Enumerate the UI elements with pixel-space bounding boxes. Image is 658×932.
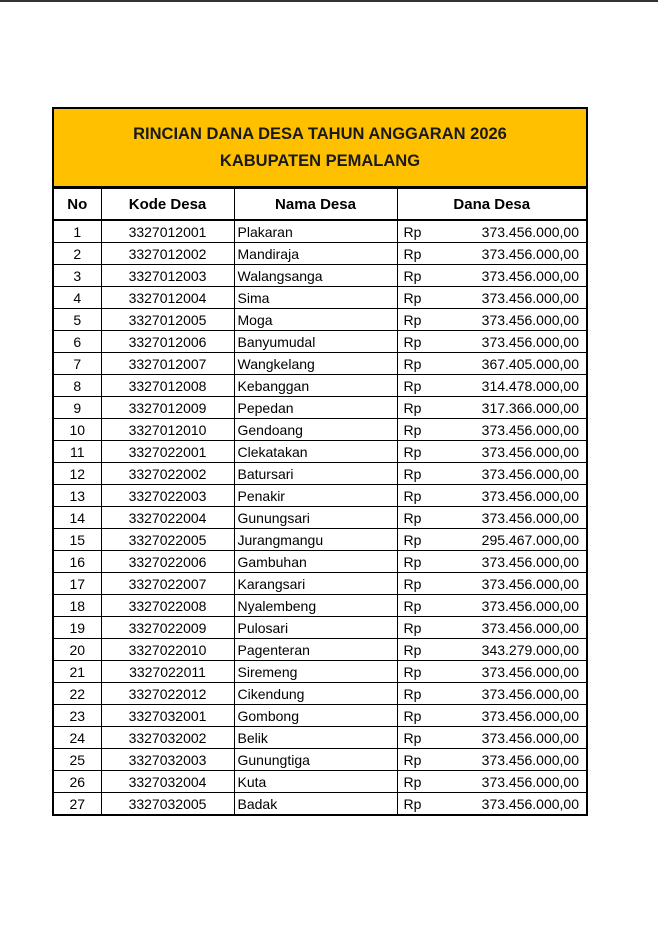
row-nama-desa: Pagenteran (234, 639, 397, 661)
row-no: 9 (54, 397, 101, 419)
table-row (54, 507, 586, 529)
row-no: 7 (54, 353, 101, 375)
row-nama-desa: Pepedan (234, 397, 397, 419)
row-nama-desa: Jurangmangu (234, 529, 397, 551)
table-row (54, 683, 586, 705)
row-dana-desa: 373.456.000,00 (437, 551, 586, 573)
row-currency: Rp (397, 793, 437, 815)
row-currency: Rp (397, 639, 437, 661)
row-no: 12 (54, 463, 101, 485)
row-currency: Rp (397, 419, 437, 441)
table-row (54, 485, 586, 507)
row-dana-desa: 373.456.000,00 (437, 507, 586, 529)
table-row (54, 639, 586, 661)
row-nama-desa: Pulosari (234, 617, 397, 639)
row-dana-desa: 317.366.000,00 (437, 397, 586, 419)
table-header-row (54, 189, 586, 221)
row-nama-desa: Plakaran (234, 220, 397, 243)
row-kode-desa: 3327022003 (101, 485, 234, 507)
row-nama-desa: Nyalembeng (234, 595, 397, 617)
table-row (54, 705, 586, 727)
row-no: 27 (54, 793, 101, 815)
row-nama-desa: Gunungtiga (234, 749, 397, 771)
row-nama-desa: Badak (234, 793, 397, 815)
table-row (54, 529, 586, 551)
table-row (54, 287, 586, 309)
row-currency: Rp (397, 507, 437, 529)
row-currency: Rp (397, 529, 437, 551)
row-no: 2 (54, 243, 101, 265)
row-nama-desa: Wangkelang (234, 353, 397, 375)
row-currency: Rp (397, 287, 437, 309)
table-row (54, 749, 586, 771)
row-currency: Rp (397, 441, 437, 463)
row-nama-desa: Kebanggan (234, 375, 397, 397)
row-dana-desa: 373.456.000,00 (437, 463, 586, 485)
row-dana-desa: 373.456.000,00 (437, 617, 586, 639)
row-kode-desa: 3327012005 (101, 309, 234, 331)
row-currency: Rp (397, 617, 437, 639)
row-dana-desa: 373.456.000,00 (437, 287, 586, 309)
row-no: 13 (54, 485, 101, 507)
row-currency: Rp (397, 220, 437, 243)
row-kode-desa: 3327032002 (101, 727, 234, 749)
row-kode-desa: 3327012007 (101, 353, 234, 375)
row-dana-desa: 373.456.000,00 (437, 595, 586, 617)
row-kode-desa: 3327032003 (101, 749, 234, 771)
table-row (54, 595, 586, 617)
title-line-2: KABUPATEN PEMALANG (219, 151, 421, 170)
row-nama-desa: Gombong (234, 705, 397, 727)
row-no: 26 (54, 771, 101, 793)
row-kode-desa: 3327022001 (101, 441, 234, 463)
row-dana-desa: 373.456.000,00 (437, 441, 586, 463)
row-nama-desa: Moga (234, 309, 397, 331)
row-no: 4 (54, 287, 101, 309)
row-nama-desa: Mandiraja (234, 243, 397, 265)
row-kode-desa: 3327022012 (101, 683, 234, 705)
row-nama-desa: Kuta (234, 771, 397, 793)
row-kode-desa: 3327032001 (101, 705, 234, 727)
row-nama-desa: Karangsari (234, 573, 397, 595)
row-dana-desa: 295.467.000,00 (437, 529, 586, 551)
row-dana-desa: 373.456.000,00 (437, 771, 586, 793)
table-row (54, 617, 586, 639)
row-currency: Rp (397, 463, 437, 485)
row-nama-desa: Gunungsari (234, 507, 397, 529)
row-currency: Rp (397, 595, 437, 617)
table-row (54, 265, 586, 287)
row-currency: Rp (397, 485, 437, 507)
row-dana-desa: 373.456.000,00 (437, 243, 586, 265)
table-row (54, 397, 586, 419)
row-dana-desa: 373.456.000,00 (437, 331, 586, 353)
row-no: 20 (54, 639, 101, 661)
row-currency: Rp (397, 727, 437, 749)
row-no: 15 (54, 529, 101, 551)
row-currency: Rp (397, 331, 437, 353)
table-row (54, 353, 586, 375)
row-kode-desa: 3327012001 (101, 220, 234, 243)
row-no: 3 (54, 265, 101, 287)
table-row (54, 243, 586, 265)
row-dana-desa: 373.456.000,00 (437, 485, 586, 507)
dana-desa-table (54, 188, 586, 814)
row-kode-desa: 3327022009 (101, 617, 234, 639)
row-currency: Rp (397, 243, 437, 265)
table-body (54, 220, 586, 814)
row-currency: Rp (397, 551, 437, 573)
row-currency: Rp (397, 705, 437, 727)
row-nama-desa: Belik (234, 727, 397, 749)
row-currency: Rp (397, 309, 437, 331)
row-kode-desa: 3327022005 (101, 529, 234, 551)
row-nama-desa: Walangsanga (234, 265, 397, 287)
row-no: 6 (54, 331, 101, 353)
row-nama-desa: Sima (234, 287, 397, 309)
row-kode-desa: 3327022006 (101, 551, 234, 573)
row-kode-desa: 3327012002 (101, 243, 234, 265)
row-no: 16 (54, 551, 101, 573)
header-kode-desa: Kode Desa (101, 189, 234, 221)
row-dana-desa: 343.279.000,00 (437, 639, 586, 661)
row-kode-desa: 3327012003 (101, 265, 234, 287)
row-currency: Rp (397, 375, 437, 397)
table-row (54, 551, 586, 573)
title-line-1: RINCIAN DANA DESA TAHUN ANGGARAN 2026 (133, 124, 507, 143)
row-nama-desa: Gambuhan (234, 551, 397, 573)
dana-desa-sheet (52, 107, 588, 816)
row-dana-desa: 373.456.000,00 (437, 573, 586, 595)
row-kode-desa: 3327012010 (101, 419, 234, 441)
row-no: 19 (54, 617, 101, 639)
row-nama-desa: Penakir (234, 485, 397, 507)
row-currency: Rp (397, 683, 437, 705)
row-no: 8 (54, 375, 101, 397)
row-currency: Rp (397, 771, 437, 793)
table-row (54, 331, 586, 353)
table-row (54, 727, 586, 749)
row-no: 21 (54, 661, 101, 683)
row-dana-desa: 373.456.000,00 (437, 727, 586, 749)
row-no: 14 (54, 507, 101, 529)
row-dana-desa: 373.456.000,00 (437, 309, 586, 331)
row-dana-desa: 373.456.000,00 (437, 793, 586, 815)
table-row (54, 573, 586, 595)
title-banner (54, 109, 586, 188)
table-row (54, 463, 586, 485)
table-row (54, 771, 586, 793)
header-nama-desa: Nama Desa (234, 189, 397, 221)
table-row (54, 220, 586, 243)
row-dana-desa: 373.456.000,00 (437, 749, 586, 771)
row-kode-desa: 3327032004 (101, 771, 234, 793)
row-dana-desa: 314.478.000,00 (437, 375, 586, 397)
row-dana-desa: 373.456.000,00 (437, 419, 586, 441)
row-kode-desa: 3327022007 (101, 573, 234, 595)
row-kode-desa: 3327012004 (101, 287, 234, 309)
table-row (54, 309, 586, 331)
row-kode-desa: 3327012009 (101, 397, 234, 419)
table-row (54, 661, 586, 683)
row-dana-desa: 373.456.000,00 (437, 705, 586, 727)
row-dana-desa: 373.456.000,00 (437, 220, 586, 243)
row-currency: Rp (397, 661, 437, 683)
top-border-line (0, 0, 658, 2)
row-no: 5 (54, 309, 101, 331)
row-no: 1 (54, 220, 101, 243)
row-dana-desa: 367.405.000,00 (437, 353, 586, 375)
row-nama-desa: Siremeng (234, 661, 397, 683)
row-currency: Rp (397, 397, 437, 419)
row-currency: Rp (397, 749, 437, 771)
row-nama-desa: Banyumudal (234, 331, 397, 353)
row-no: 24 (54, 727, 101, 749)
table-row (54, 375, 586, 397)
row-currency: Rp (397, 353, 437, 375)
table-row (54, 441, 586, 463)
row-kode-desa: 3327022004 (101, 507, 234, 529)
row-no: 23 (54, 705, 101, 727)
header-no: No (54, 189, 101, 221)
row-kode-desa: 3327022002 (101, 463, 234, 485)
row-no: 10 (54, 419, 101, 441)
row-no: 22 (54, 683, 101, 705)
row-currency: Rp (397, 573, 437, 595)
row-nama-desa: Cikendung (234, 683, 397, 705)
row-no: 17 (54, 573, 101, 595)
row-nama-desa: Clekatakan (234, 441, 397, 463)
header-dana-desa: Dana Desa (397, 189, 586, 221)
row-kode-desa: 3327012006 (101, 331, 234, 353)
table-row (54, 419, 586, 441)
row-no: 18 (54, 595, 101, 617)
table-row (54, 793, 586, 815)
row-no: 11 (54, 441, 101, 463)
row-dana-desa: 373.456.000,00 (437, 265, 586, 287)
row-kode-desa: 3327032005 (101, 793, 234, 815)
row-nama-desa: Gendoang (234, 419, 397, 441)
row-kode-desa: 3327022008 (101, 595, 234, 617)
row-kode-desa: 3327012008 (101, 375, 234, 397)
row-dana-desa: 373.456.000,00 (437, 683, 586, 705)
row-currency: Rp (397, 265, 437, 287)
row-dana-desa: 373.456.000,00 (437, 661, 586, 683)
row-kode-desa: 3327022010 (101, 639, 234, 661)
row-nama-desa: Batursari (234, 463, 397, 485)
row-no: 25 (54, 749, 101, 771)
row-kode-desa: 3327022011 (101, 661, 234, 683)
